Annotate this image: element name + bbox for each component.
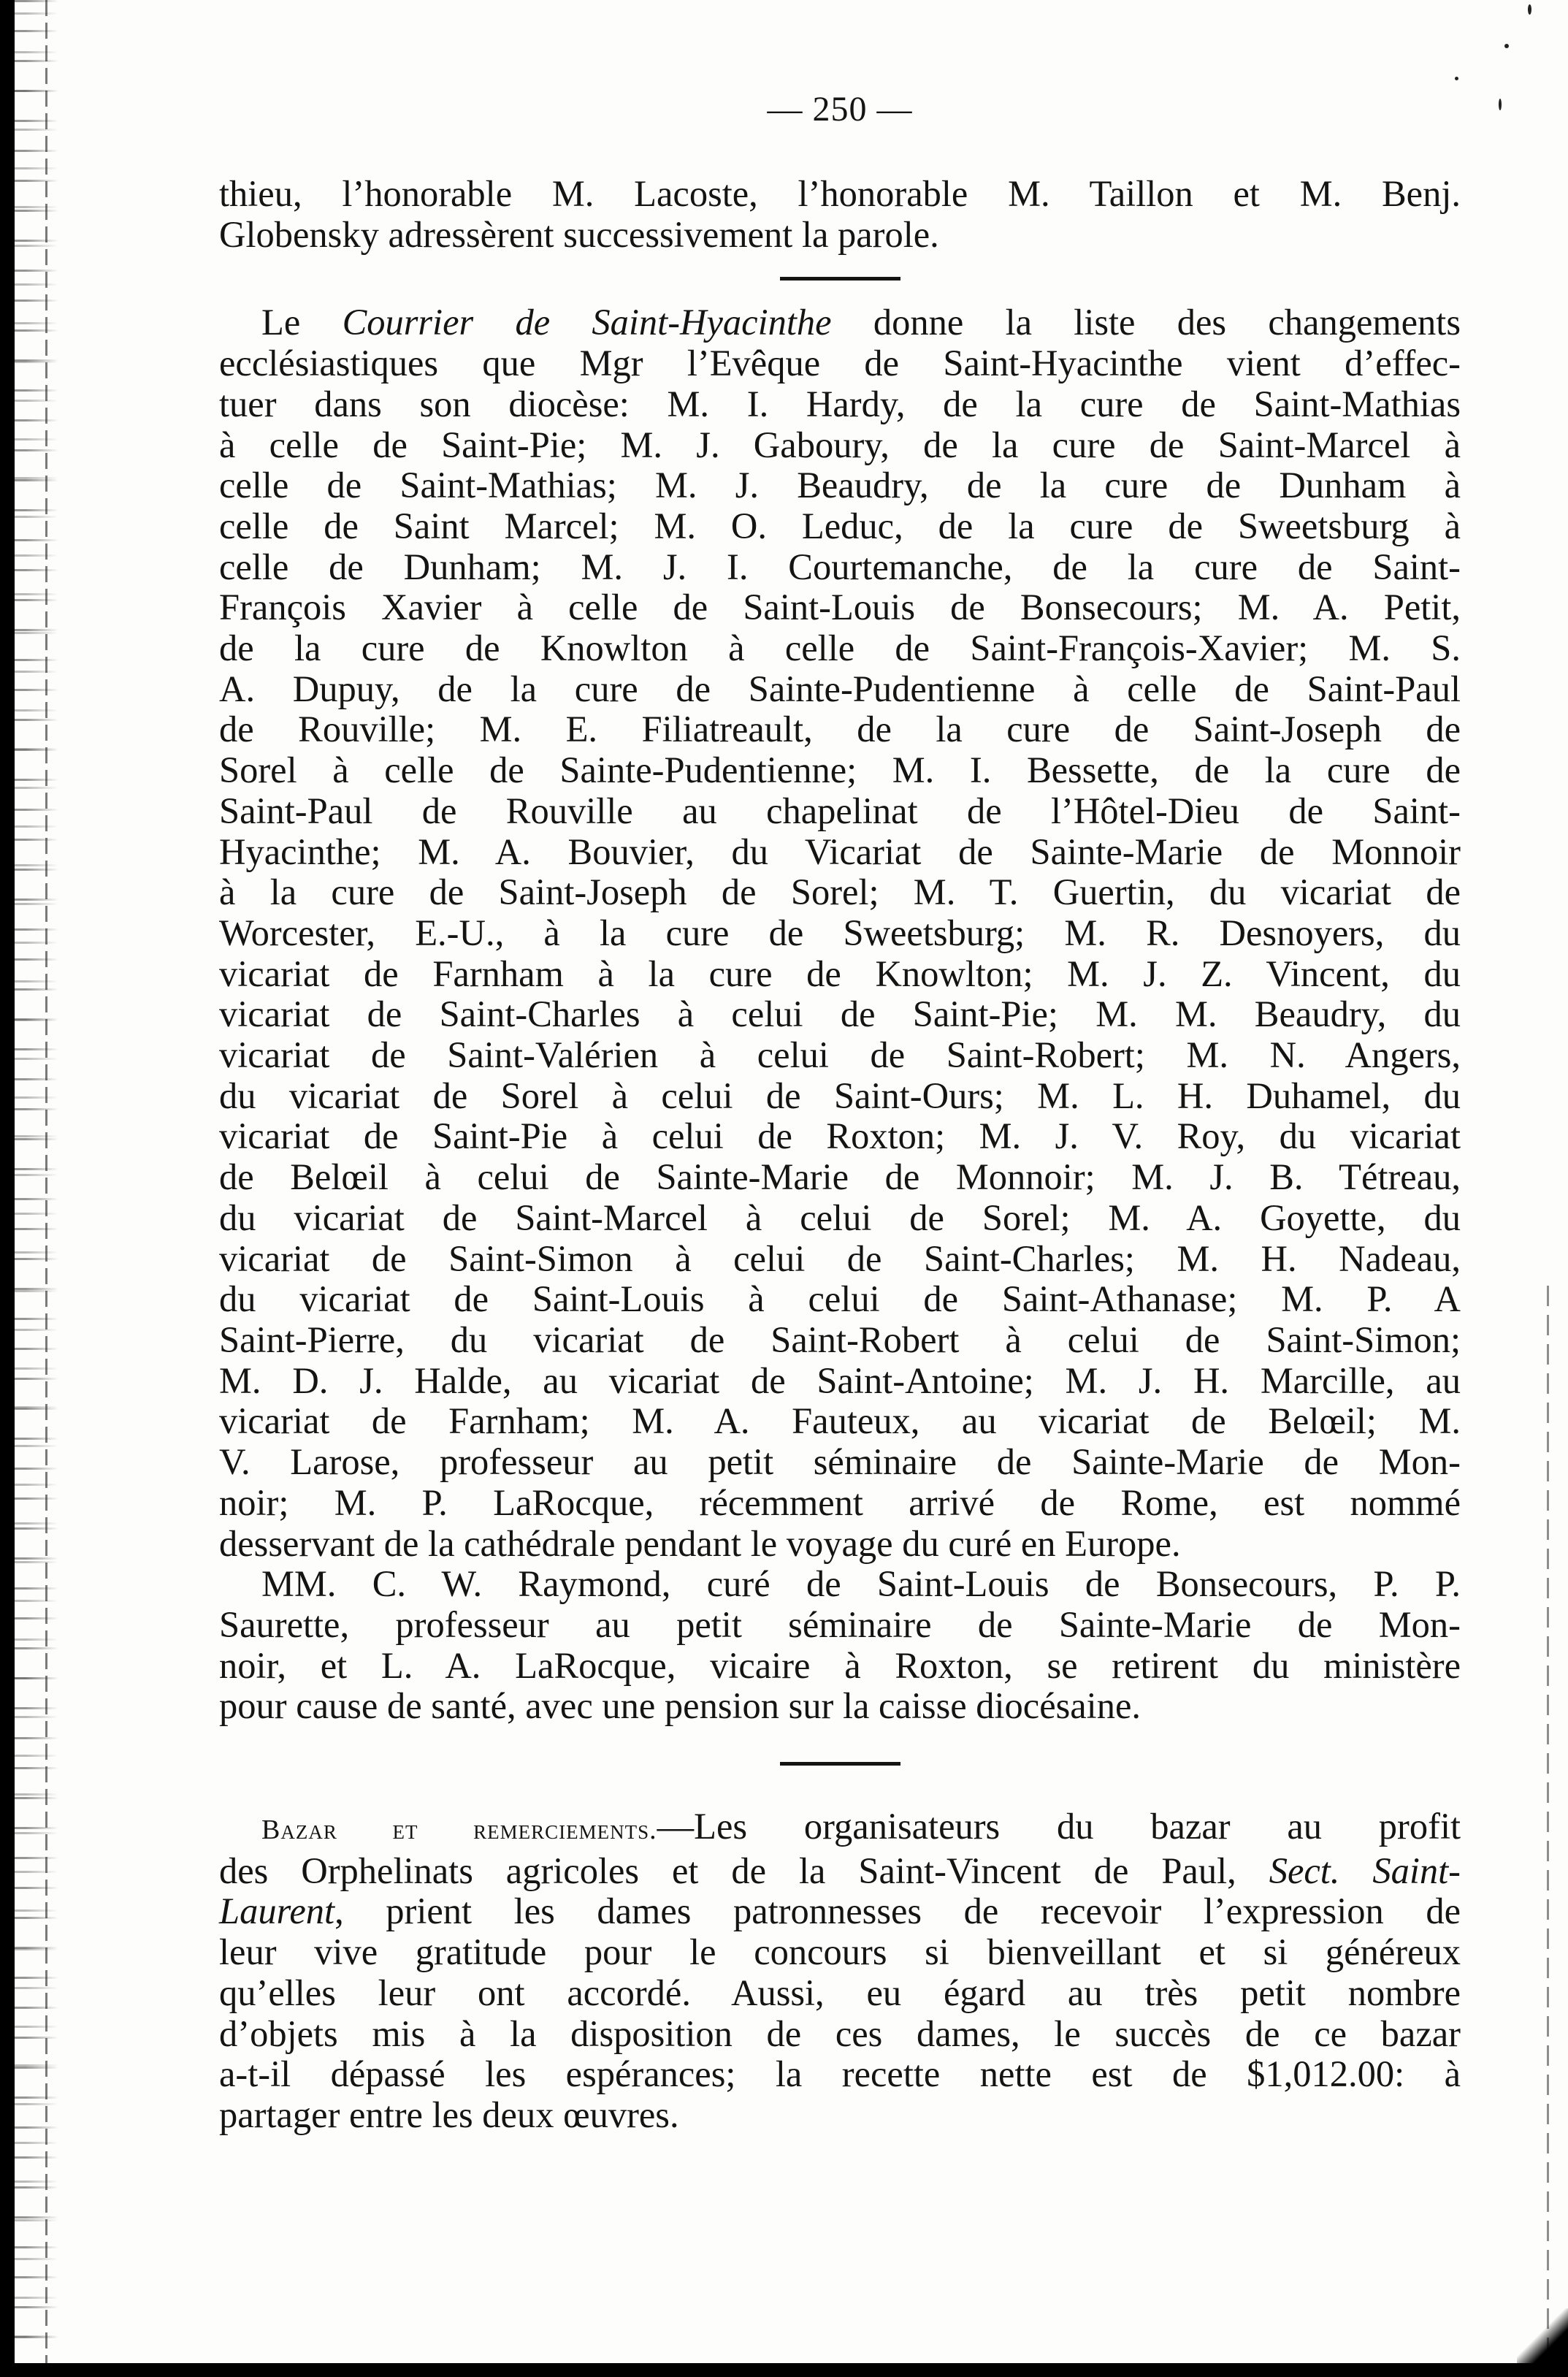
text-line: celle de Saint Marcel; M. O. Leduc, de la cure de Sweetsburg à <box>219 505 1461 546</box>
scan-speck <box>1499 99 1502 110</box>
text-line: vicariat de Farnham; M. A. Fauteux, au vicariat de Belœil; M. <box>219 1400 1461 1442</box>
text-line: à la cure de Saint-Joseph de Sorel; M. T. Guertin, du vicariat de <box>219 871 1461 913</box>
paragraph-speakers <box>219 174 1461 255</box>
text-line: leur vive gratitude pour le concours si bienveillant et si généreux <box>219 1931 1461 1973</box>
text-line: Hyacinthe; M. A. Bouvier, du Vicariat de Sainte-Marie de Monnoir <box>219 831 1461 872</box>
text-line: vicariat de Saint-Pie à celui de Roxton; M. J. V. Roy, du vicariat <box>219 1115 1461 1157</box>
text-line: vicariat de Saint-Charles à celui de Saint-Pie; M. M. Beaudry, du <box>219 993 1461 1035</box>
text-fragment: —Les organisateurs du bazar au profit <box>657 1806 1461 1847</box>
text-line: partager entre les deux œuvres. <box>219 2094 679 2135</box>
text-line: thieu, l’honorable M. Lacoste, l’honorable M. Taillon et M. Benj. <box>219 173 1461 214</box>
text-line: vicariat de Saint-Simon à celui de Saint-Charles; M. H. Nadeau, <box>219 1237 1461 1279</box>
page-number: — 250 — <box>767 90 913 129</box>
text-line <box>219 1806 1461 1851</box>
text-line: du vicariat de Saint-Louis à celui de Saint-Athanase; M. P. A <box>219 1278 1461 1320</box>
text-line <box>219 1851 1461 1892</box>
text-line: vicariat de Farnham à la cure de Knowlton; M. J. Z. Vincent, du <box>219 953 1461 994</box>
text-line: d’objets mis à la disposition de ces dames, le succès de ce bazar <box>219 2012 1461 2054</box>
scan-border-left <box>0 0 15 2377</box>
scan-corner-bottom-right <box>1517 2308 1568 2377</box>
text-line: noir, et L. A. LaRocque, vicaire à Roxton, se retirent du ministère <box>219 1644 1461 1686</box>
text-line: Worcester, E.-U., à la cure de Sweetsburg; M. R. Desnoyers, du <box>219 912 1461 953</box>
text-line: de Belœil à celui de Sainte-Marie de Monnoir; M. J. B. Tétreau, <box>219 1156 1461 1198</box>
text-line: de la cure de Knowlton à celle de Saint-François-Xavier; M. S. <box>219 627 1461 669</box>
text-line: celle de Dunham; M. J. I. Courtemanche, de la cure de Saint- <box>219 546 1461 587</box>
text-line: A. Dupuy, de la cure de Sainte-Pudentienne à celle de Saint-Paul <box>219 668 1461 709</box>
text-line: V. Larose, professeur au petit séminaire de Sainte-Marie de Mon- <box>219 1441 1461 1483</box>
text-line: de Rouville; M. E. Filiatreault, de la cure de Saint-Joseph de <box>219 709 1461 750</box>
text-fragment: Le <box>261 302 343 343</box>
italic-fragment: Laurent <box>219 1890 335 1932</box>
text-line: du vicariat de Saint-Marcel à celui de Sorel; M. A. Goyette, du <box>219 1197 1461 1238</box>
scan-edge-line-right <box>1547 1286 1549 2377</box>
scan-border-bottom <box>0 2363 1568 2377</box>
text-line <box>219 302 1461 343</box>
text-fragment: des Orphelinats agricoles et de la Saint-Vincent de Paul, <box>219 1850 1269 1891</box>
text-line: Saint-Pierre, du vicariat de Saint-Robert à celui de Saint-Simon; <box>219 1319 1461 1360</box>
paragraph-bazaar-thanks <box>219 1806 1461 2136</box>
text-line: à celle de Saint-Pie; M. J. Gaboury, de la cure de Saint-Marcel à <box>219 424 1461 465</box>
text-line: vicariat de Saint-Valérien à celui de Saint-Robert; M. N. Angers, <box>219 1034 1461 1076</box>
section-heading: Bazar et remerciements. <box>261 1815 657 1846</box>
text-line: desservant de la cathédrale pendant le voyage du curé en Europe. <box>219 1522 1181 1564</box>
text-line: MM. C. W. Raymond, curé de Saint-Louis de Bonsecours, P. P. <box>261 1563 1461 1605</box>
scan-speck <box>1504 44 1509 48</box>
scan-speck <box>1455 77 1458 80</box>
scan-speck <box>1528 4 1531 15</box>
paragraph-clergy-changes <box>219 302 1461 1727</box>
text-line: a-t-il dépassé les espérances; la recette nette est de $1,012.00: à <box>219 2053 1461 2095</box>
text-fragment: donne la liste des changements <box>831 302 1461 343</box>
text-line: du vicariat de Sorel à celui de Saint-Ours; M. L. H. Duhamel, du <box>219 1075 1461 1116</box>
text-line: ecclésiastiques que Mgr l’Evêque de Saint-Hyacinthe vient d’effec- <box>219 343 1461 384</box>
text-line: pour cause de santé, avec une pension sur la caisse diocésaine. <box>219 1685 1141 1727</box>
text-line: François Xavier à celle de Saint-Louis de Bonsecours; M. A. Petit, <box>219 587 1461 628</box>
text-line: celle de Saint-Mathias; M. J. Beaudry, de la cure de Dunham à <box>219 465 1461 506</box>
text-line: Sorel à celle de Sainte-Pudentienne; M. I. Bessette, de la cure de <box>219 749 1461 791</box>
text-line <box>219 1891 1461 1932</box>
text-line: Saint-Paul de Rouville au chapelinat de l’Hôtel-Dieu de Saint- <box>219 790 1461 831</box>
text-line: M. D. J. Halde, au vicariat de Saint-Antoine; M. J. H. Marcille, au <box>219 1359 1461 1401</box>
section-divider <box>780 1762 900 1766</box>
text-line: tuer dans son diocèse: M. I. Hardy, de la cure de Saint-Mathias <box>219 383 1461 424</box>
text-line: Globensky adressèrent successivement la parole. <box>219 213 939 255</box>
text-line: noir; M. P. LaRocque, récemment arrivé de Rome, est nommé <box>219 1481 1461 1523</box>
section-divider <box>780 277 900 281</box>
page-content <box>219 88 1461 2136</box>
text-line: Saurette, professeur au petit séminaire de Sainte-Marie de Mon- <box>219 1603 1461 1645</box>
newspaper-title: Courrier de Saint-Hyacinthe <box>342 302 832 343</box>
text-line: qu’elles leur ont accordé. Aussi, eu égard au très petit nombre <box>219 1972 1461 2013</box>
scan-edge-line <box>45 0 47 2377</box>
scan-noise-left <box>15 0 58 2377</box>
text-fragment: , prient les dames patronnesses de recevoir l’expression de <box>334 1890 1461 1932</box>
italic-fragment: Sect. Saint- <box>1269 1850 1461 1891</box>
